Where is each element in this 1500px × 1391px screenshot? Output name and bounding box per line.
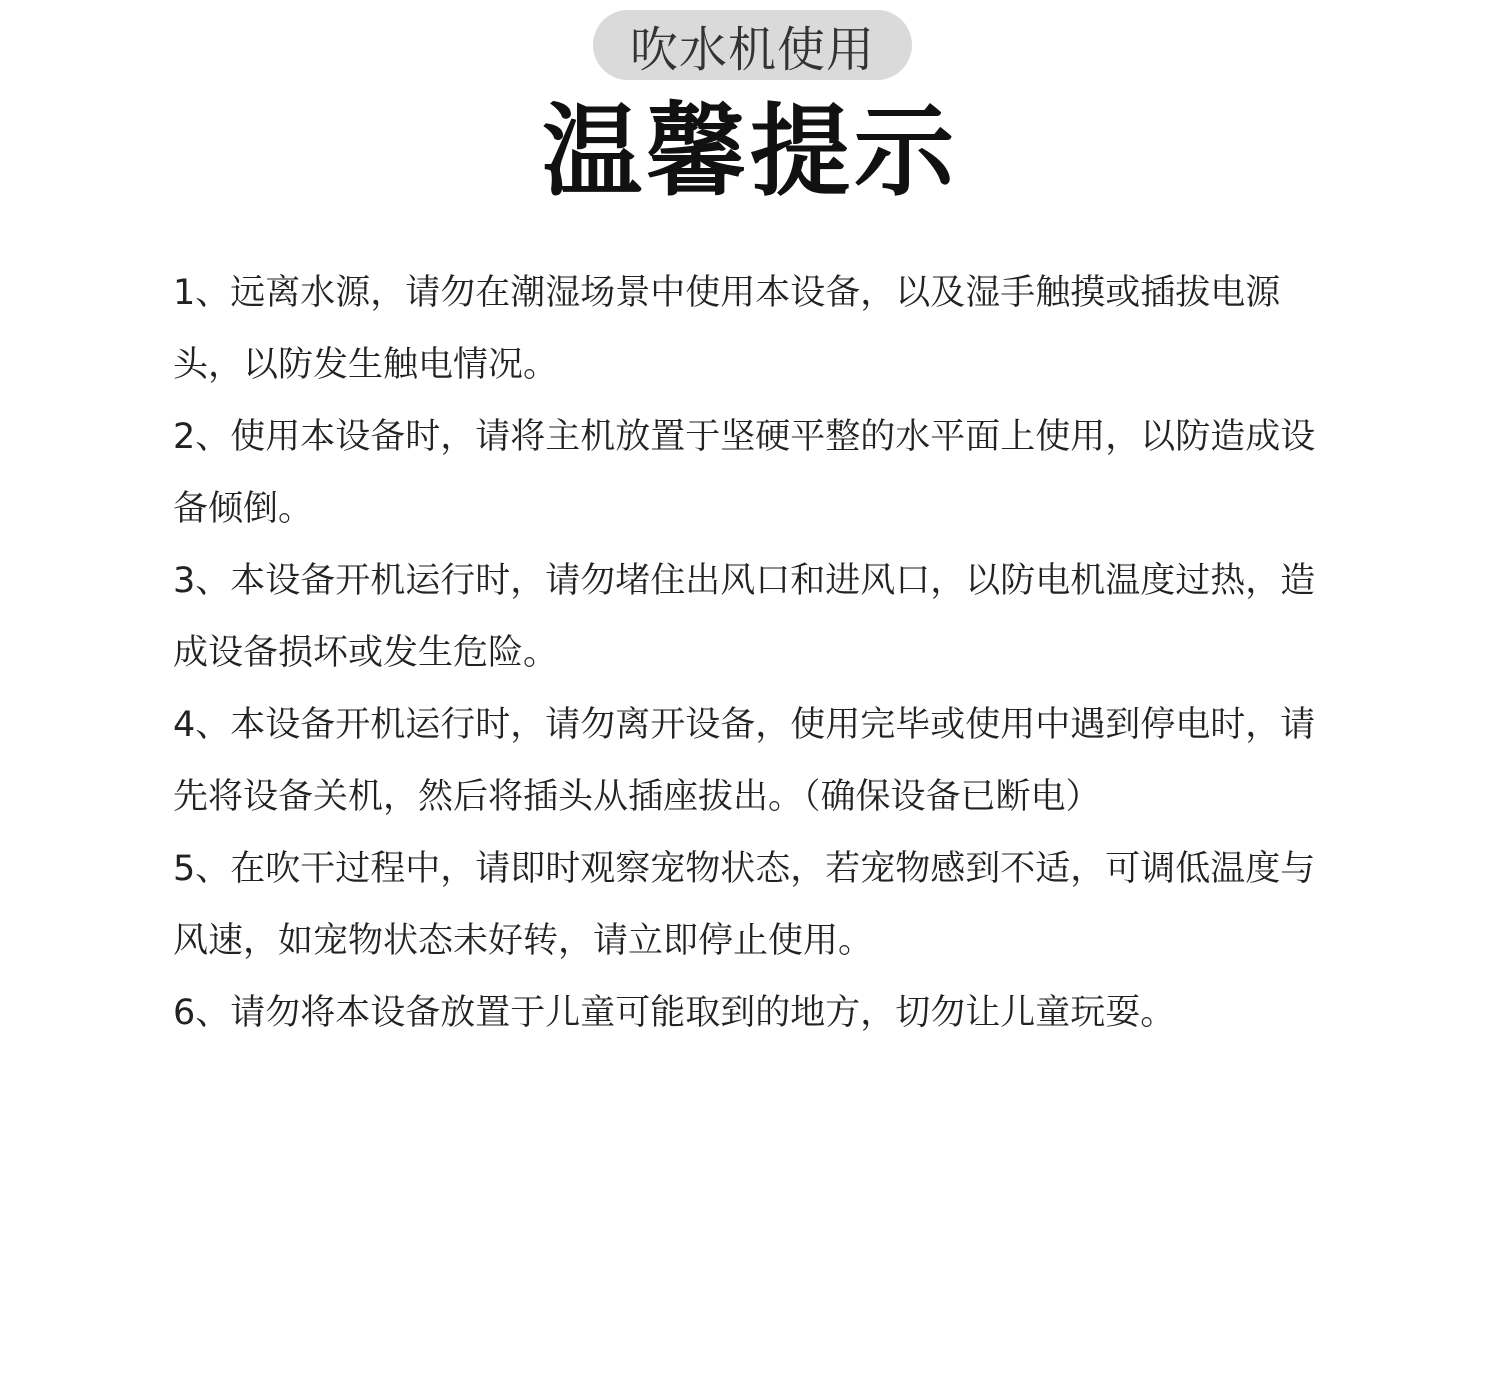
tip-item: 5、在吹干过程中，请即时观察宠物状态，若宠物感到不适，可调低温度与风速，如宠物状态未好转，请立即停止使用。 [173, 849, 1316, 961]
tip-item: 6、请勿将本设备放置于儿童可能取到的地方，切勿让儿童玩耍。 [173, 993, 1176, 1033]
tip-item: 4、本设备开机运行时，请勿离开设备，使用完毕或使用中遇到停电时，请先将设备关机，然后将插头从插座拔出。（确保设备已断电） [173, 705, 1316, 817]
category-badge [593, 10, 912, 80]
category-badge-label: 吹水机使用 [629, 21, 875, 78]
tip-item: 1、远离水源，请勿在潮湿场景中使用本设备，以及湿手触摸或插拔电源头，以防发生触电情况。 [173, 273, 1281, 385]
tip-item: 3、本设备开机运行时，请勿堵住出风口和进风口，以防电机温度过热，造成设备损坏或发生危险。 [173, 561, 1316, 673]
tip-item: 2、使用本设备时，请将主机放置于坚硬平整的水平面上使用，以防造成设备倾倒。 [173, 417, 1316, 529]
page-title: 温馨提示 [542, 93, 958, 210]
tips-list [173, 257, 1321, 1049]
